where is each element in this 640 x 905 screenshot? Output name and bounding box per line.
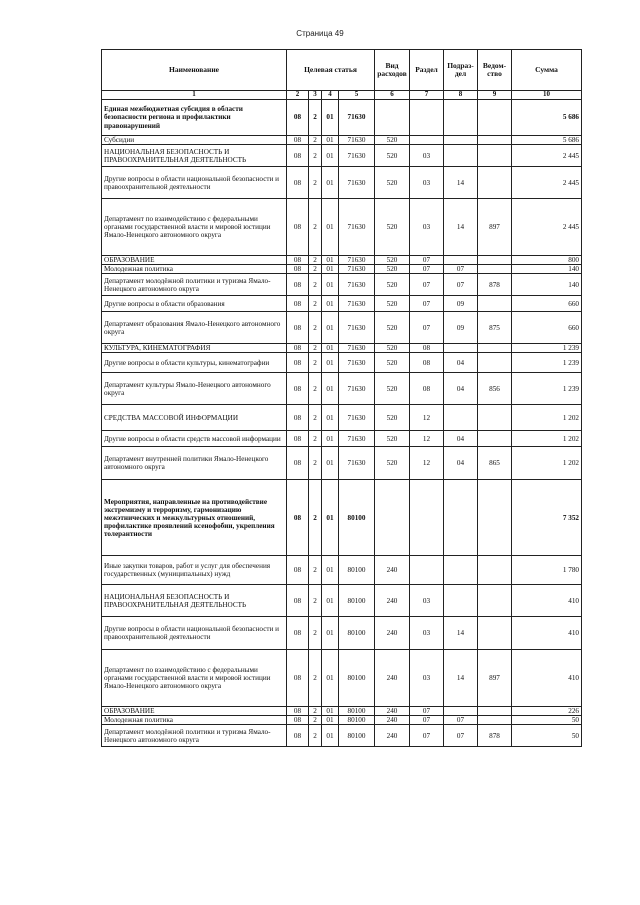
row-name: Департамент по взаимодействию с федеральными органами государственной власти и мировой юстиции Ямало-Ненецкого автономного округа — [102, 650, 287, 707]
row-sum: 2 445 — [512, 167, 582, 199]
expense-type: 240 — [375, 650, 410, 707]
subsection-code: 07 — [444, 274, 478, 296]
target-part-3: 01 — [322, 716, 339, 725]
table-row — [102, 274, 582, 296]
row-sum: 1 239 — [512, 353, 582, 373]
row-name: Другие вопросы в области национальной безопасности и правоохранительной деятельности — [102, 617, 287, 650]
department-code — [478, 480, 512, 556]
section-code: 12 — [410, 431, 444, 447]
subsection-code — [444, 480, 478, 556]
table-row — [102, 256, 582, 265]
target-part-1: 08 — [287, 265, 309, 274]
target-part-1: 08 — [287, 585, 309, 617]
table-row — [102, 431, 582, 447]
department-code — [478, 136, 512, 145]
row-name: Департамент молодёжной политики и туризма Ямало-Ненецкого автономного округа — [102, 274, 287, 296]
row-sum: 140 — [512, 274, 582, 296]
target-part-4: 71630 — [339, 373, 375, 405]
expense-type: 240 — [375, 556, 410, 585]
target-part-3: 01 — [322, 447, 339, 480]
section-code: 07 — [410, 725, 444, 747]
column-number: 1 — [102, 91, 287, 100]
row-sum: 1 239 — [512, 373, 582, 405]
target-part-4: 71630 — [339, 100, 375, 136]
row-sum: 410 — [512, 585, 582, 617]
table-header-row — [102, 50, 582, 91]
subsection-code: 04 — [444, 447, 478, 480]
row-name: Другие вопросы в области средств массовой информации — [102, 431, 287, 447]
table-row — [102, 199, 582, 256]
target-part-4: 80100 — [339, 617, 375, 650]
department-code — [478, 296, 512, 312]
department-code — [478, 167, 512, 199]
table-row — [102, 447, 582, 480]
department-code — [478, 617, 512, 650]
target-part-1: 08 — [287, 405, 309, 431]
section-code: 03 — [410, 617, 444, 650]
row-name: Департамент культуры Ямало-Ненецкого автономного округа — [102, 373, 287, 405]
row-sum: 660 — [512, 296, 582, 312]
row-name: Другие вопросы в области национальной безопасности и правоохранительной деятельности — [102, 167, 287, 199]
expense-type: 520 — [375, 199, 410, 256]
target-part-1: 08 — [287, 617, 309, 650]
target-part-4: 71630 — [339, 256, 375, 265]
target-part-3: 01 — [322, 650, 339, 707]
target-part-2: 2 — [309, 617, 322, 650]
row-name: ОБРАЗОВАНИЕ — [102, 256, 287, 265]
department-code — [478, 353, 512, 373]
expense-type: 520 — [375, 256, 410, 265]
subsection-code: 04 — [444, 353, 478, 373]
target-part-4: 80100 — [339, 707, 375, 716]
subsection-code — [444, 136, 478, 145]
section-code — [410, 136, 444, 145]
row-name: Другие вопросы в области образования — [102, 296, 287, 312]
expense-type: 520 — [375, 312, 410, 344]
table-row — [102, 405, 582, 431]
target-part-1: 08 — [287, 167, 309, 199]
section-code: 12 — [410, 447, 444, 480]
target-part-2: 2 — [309, 265, 322, 274]
target-part-2: 2 — [309, 312, 322, 344]
target-part-4: 71630 — [339, 199, 375, 256]
target-part-1: 08 — [287, 199, 309, 256]
department-code — [478, 585, 512, 617]
expense-type: 520 — [375, 353, 410, 373]
subsection-code — [444, 256, 478, 265]
target-part-2: 2 — [309, 274, 322, 296]
target-part-3: 01 — [322, 136, 339, 145]
expense-type: 520 — [375, 373, 410, 405]
department-code: 878 — [478, 725, 512, 747]
target-part-1: 08 — [287, 725, 309, 747]
target-part-2: 2 — [309, 344, 322, 353]
header-target-article: Целевая статья — [287, 50, 375, 91]
row-sum: 2 445 — [512, 199, 582, 256]
row-sum: 5 686 — [512, 136, 582, 145]
header-section: Раздел — [410, 50, 444, 91]
target-part-1: 08 — [287, 447, 309, 480]
target-part-1: 08 — [287, 707, 309, 716]
target-part-4: 80100 — [339, 725, 375, 747]
header-department: Ведом-ство — [478, 50, 512, 91]
target-part-2: 2 — [309, 556, 322, 585]
row-name: НАЦИОНАЛЬНАЯ БЕЗОПАСНОСТЬ И ПРАВООХРАНИТЕЛЬНАЯ ДЕЯТЕЛЬНОСТЬ — [102, 145, 287, 167]
subsection-code: 07 — [444, 265, 478, 274]
expense-type: 240 — [375, 585, 410, 617]
department-code: 875 — [478, 312, 512, 344]
expense-type: 520 — [375, 447, 410, 480]
target-part-2: 2 — [309, 373, 322, 405]
subsection-code: 14 — [444, 617, 478, 650]
table-row — [102, 725, 582, 747]
table-row — [102, 265, 582, 274]
row-sum: 660 — [512, 312, 582, 344]
target-part-3: 01 — [322, 344, 339, 353]
expense-type: 520 — [375, 431, 410, 447]
expense-type: 520 — [375, 145, 410, 167]
department-code: 856 — [478, 373, 512, 405]
target-part-1: 08 — [287, 353, 309, 373]
target-part-3: 01 — [322, 353, 339, 373]
target-part-4: 71630 — [339, 405, 375, 431]
target-part-3: 01 — [322, 405, 339, 431]
row-sum: 410 — [512, 617, 582, 650]
row-sum: 2 445 — [512, 145, 582, 167]
row-name: Молодежная политика — [102, 265, 287, 274]
target-part-2: 2 — [309, 650, 322, 707]
target-part-2: 2 — [309, 199, 322, 256]
table-row — [102, 296, 582, 312]
table-row — [102, 556, 582, 585]
target-part-2: 2 — [309, 145, 322, 167]
target-part-4: 71630 — [339, 447, 375, 480]
section-code: 03 — [410, 145, 444, 167]
expense-type: 240 — [375, 707, 410, 716]
section-code: 08 — [410, 344, 444, 353]
department-code — [478, 716, 512, 725]
target-part-3: 01 — [322, 256, 339, 265]
subsection-code — [444, 344, 478, 353]
target-part-4: 71630 — [339, 265, 375, 274]
row-sum: 1 202 — [512, 447, 582, 480]
section-code: 08 — [410, 373, 444, 405]
budget-table — [101, 49, 582, 747]
target-part-4: 71630 — [339, 353, 375, 373]
table-body — [102, 100, 582, 747]
target-part-4: 80100 — [339, 650, 375, 707]
row-sum: 410 — [512, 650, 582, 707]
table-row — [102, 373, 582, 405]
table-row — [102, 716, 582, 725]
target-part-3: 01 — [322, 725, 339, 747]
row-name: СРЕДСТВА МАССОВОЙ ИНФОРМАЦИИ — [102, 405, 287, 431]
column-number: 10 — [512, 91, 582, 100]
row-name: Департамент образования Ямало-Ненецкого автономного округа — [102, 312, 287, 344]
target-part-1: 08 — [287, 136, 309, 145]
section-code: 03 — [410, 167, 444, 199]
column-number: 4 — [322, 91, 339, 100]
subsection-code: 07 — [444, 725, 478, 747]
row-name: Департамент внутренней политики Ямало-Ненецкого автономного округа — [102, 447, 287, 480]
expense-type: 240 — [375, 725, 410, 747]
table-row — [102, 585, 582, 617]
row-sum: 1 239 — [512, 344, 582, 353]
section-code: 07 — [410, 312, 444, 344]
target-part-3: 01 — [322, 167, 339, 199]
target-part-4: 71630 — [339, 145, 375, 167]
section-code: 03 — [410, 650, 444, 707]
target-part-3: 01 — [322, 373, 339, 405]
table-row — [102, 707, 582, 716]
target-part-1: 08 — [287, 556, 309, 585]
subsection-code — [444, 707, 478, 716]
department-code: 897 — [478, 199, 512, 256]
row-sum: 7 352 — [512, 480, 582, 556]
target-part-2: 2 — [309, 585, 322, 617]
target-part-1: 08 — [287, 344, 309, 353]
target-part-3: 01 — [322, 145, 339, 167]
target-part-1: 08 — [287, 480, 309, 556]
subsection-code — [444, 405, 478, 431]
target-part-4: 80100 — [339, 716, 375, 725]
target-part-3: 01 — [322, 312, 339, 344]
section-code: 12 — [410, 405, 444, 431]
row-sum: 800 — [512, 256, 582, 265]
subsection-code — [444, 100, 478, 136]
section-code — [410, 100, 444, 136]
row-name: Департамент по взаимодействию с федеральными органами государственной власти и мировой юстиции Ямало-Ненецкого автономного округа — [102, 199, 287, 256]
table-row — [102, 650, 582, 707]
target-part-3: 01 — [322, 585, 339, 617]
target-part-1: 08 — [287, 716, 309, 725]
department-code — [478, 707, 512, 716]
table-row — [102, 617, 582, 650]
target-part-1: 08 — [287, 650, 309, 707]
target-part-2: 2 — [309, 353, 322, 373]
subsection-code: 14 — [444, 650, 478, 707]
subsection-code: 04 — [444, 373, 478, 405]
target-part-1: 08 — [287, 100, 309, 136]
section-code: 07 — [410, 274, 444, 296]
subsection-code: 07 — [444, 716, 478, 725]
expense-type — [375, 480, 410, 556]
row-name: Иные закупки товаров, работ и услуг для обеспечения государственных (муниципальных) нужд — [102, 556, 287, 585]
table-row — [102, 145, 582, 167]
table-row — [102, 136, 582, 145]
expense-type: 520 — [375, 296, 410, 312]
table-row — [102, 344, 582, 353]
target-part-4: 71630 — [339, 274, 375, 296]
header-expense-type: Вид расходов — [375, 50, 410, 91]
subsection-code: 09 — [444, 312, 478, 344]
target-part-3: 01 — [322, 480, 339, 556]
header-name: Наименование — [102, 50, 287, 91]
target-part-2: 2 — [309, 405, 322, 431]
target-part-1: 08 — [287, 145, 309, 167]
expense-type: 520 — [375, 167, 410, 199]
expense-type: 520 — [375, 136, 410, 145]
row-name: НАЦИОНАЛЬНАЯ БЕЗОПАСНОСТЬ И ПРАВООХРАНИТЕЛЬНАЯ ДЕЯТЕЛЬНОСТЬ — [102, 585, 287, 617]
column-number: 7 — [410, 91, 444, 100]
target-part-1: 08 — [287, 373, 309, 405]
target-part-2: 2 — [309, 480, 322, 556]
subsection-code: 09 — [444, 296, 478, 312]
target-part-2: 2 — [309, 167, 322, 199]
target-part-3: 01 — [322, 707, 339, 716]
section-code: 03 — [410, 199, 444, 256]
target-part-4: 80100 — [339, 556, 375, 585]
department-code — [478, 145, 512, 167]
target-part-4: 71630 — [339, 431, 375, 447]
subsection-code: 14 — [444, 167, 478, 199]
column-number: 9 — [478, 91, 512, 100]
row-name: Субсидии — [102, 136, 287, 145]
expense-type: 240 — [375, 716, 410, 725]
target-part-1: 08 — [287, 296, 309, 312]
target-part-3: 01 — [322, 617, 339, 650]
target-part-3: 01 — [322, 556, 339, 585]
subsection-code: 04 — [444, 431, 478, 447]
target-part-3: 01 — [322, 100, 339, 136]
subsection-code — [444, 145, 478, 167]
department-code — [478, 431, 512, 447]
column-number: 5 — [339, 91, 375, 100]
row-name: Молодежная политика — [102, 716, 287, 725]
row-sum: 1 780 — [512, 556, 582, 585]
section-code: 03 — [410, 585, 444, 617]
row-sum: 50 — [512, 725, 582, 747]
target-part-2: 2 — [309, 716, 322, 725]
row-sum: 5 686 — [512, 100, 582, 136]
row-name: Единая межбюджетная субсидия в области безопасности региона и профилактики правонарушений — [102, 100, 287, 136]
subsection-code — [444, 585, 478, 617]
section-code: 07 — [410, 716, 444, 725]
target-part-4: 71630 — [339, 167, 375, 199]
expense-type — [375, 100, 410, 136]
expense-type: 240 — [375, 617, 410, 650]
row-name: КУЛЬТУРА, КИНЕМАТОГРАФИЯ — [102, 344, 287, 353]
section-code: 08 — [410, 353, 444, 373]
page-number-label: Страница 49 — [296, 29, 344, 38]
target-part-1: 08 — [287, 312, 309, 344]
row-sum: 140 — [512, 265, 582, 274]
table-row — [102, 480, 582, 556]
column-number-row — [102, 91, 582, 100]
target-part-1: 08 — [287, 274, 309, 296]
table-row — [102, 353, 582, 373]
row-sum: 226 — [512, 707, 582, 716]
section-code: 07 — [410, 296, 444, 312]
department-code — [478, 556, 512, 585]
target-part-2: 2 — [309, 296, 322, 312]
target-part-2: 2 — [309, 431, 322, 447]
section-code: 07 — [410, 265, 444, 274]
column-number: 2 — [287, 91, 309, 100]
target-part-2: 2 — [309, 136, 322, 145]
expense-type: 520 — [375, 274, 410, 296]
department-code — [478, 405, 512, 431]
row-name: Департамент молодёжной политики и туризма Ямало-Ненецкого автономного округа — [102, 725, 287, 747]
subsection-code: 14 — [444, 199, 478, 256]
target-part-4: 71630 — [339, 312, 375, 344]
column-number: 6 — [375, 91, 410, 100]
department-code: 897 — [478, 650, 512, 707]
row-sum: 1 202 — [512, 431, 582, 447]
expense-type: 520 — [375, 405, 410, 431]
target-part-3: 01 — [322, 274, 339, 296]
column-number: 3 — [309, 91, 322, 100]
target-part-4: 71630 — [339, 296, 375, 312]
header-sum: Сумма — [512, 50, 582, 91]
table-row — [102, 312, 582, 344]
department-code — [478, 100, 512, 136]
row-sum: 1 202 — [512, 405, 582, 431]
header-subsection: Подраз-дел — [444, 50, 478, 91]
row-name: Другие вопросы в области культуры, кинематографии — [102, 353, 287, 373]
target-part-4: 71630 — [339, 344, 375, 353]
row-name: ОБРАЗОВАНИЕ — [102, 707, 287, 716]
target-part-3: 01 — [322, 431, 339, 447]
section-code — [410, 480, 444, 556]
target-part-2: 2 — [309, 707, 322, 716]
expense-type: 520 — [375, 265, 410, 274]
column-number: 8 — [444, 91, 478, 100]
subsection-code — [444, 556, 478, 585]
section-code: 07 — [410, 707, 444, 716]
row-sum: 50 — [512, 716, 582, 725]
target-part-2: 2 — [309, 256, 322, 265]
department-code: 878 — [478, 274, 512, 296]
target-part-3: 01 — [322, 265, 339, 274]
row-name: Мероприятия, направленные на противодействие экстремизму и терроризму, гармонизацию межэтнических и межкультурных отношений, профилактике проявлений ксенофобии, укрепления толерантности — [102, 480, 287, 556]
target-part-4: 71630 — [339, 136, 375, 145]
expense-type: 520 — [375, 344, 410, 353]
target-part-3: 01 — [322, 199, 339, 256]
target-part-4: 80100 — [339, 480, 375, 556]
target-part-2: 2 — [309, 725, 322, 747]
target-part-2: 2 — [309, 100, 322, 136]
section-code: 07 — [410, 256, 444, 265]
table-row — [102, 167, 582, 199]
target-part-4: 80100 — [339, 585, 375, 617]
table-row — [102, 100, 582, 136]
department-code — [478, 265, 512, 274]
section-code — [410, 556, 444, 585]
target-part-1: 08 — [287, 431, 309, 447]
target-part-3: 01 — [322, 296, 339, 312]
department-code — [478, 256, 512, 265]
department-code — [478, 344, 512, 353]
target-part-1: 08 — [287, 256, 309, 265]
department-code: 865 — [478, 447, 512, 480]
target-part-2: 2 — [309, 447, 322, 480]
